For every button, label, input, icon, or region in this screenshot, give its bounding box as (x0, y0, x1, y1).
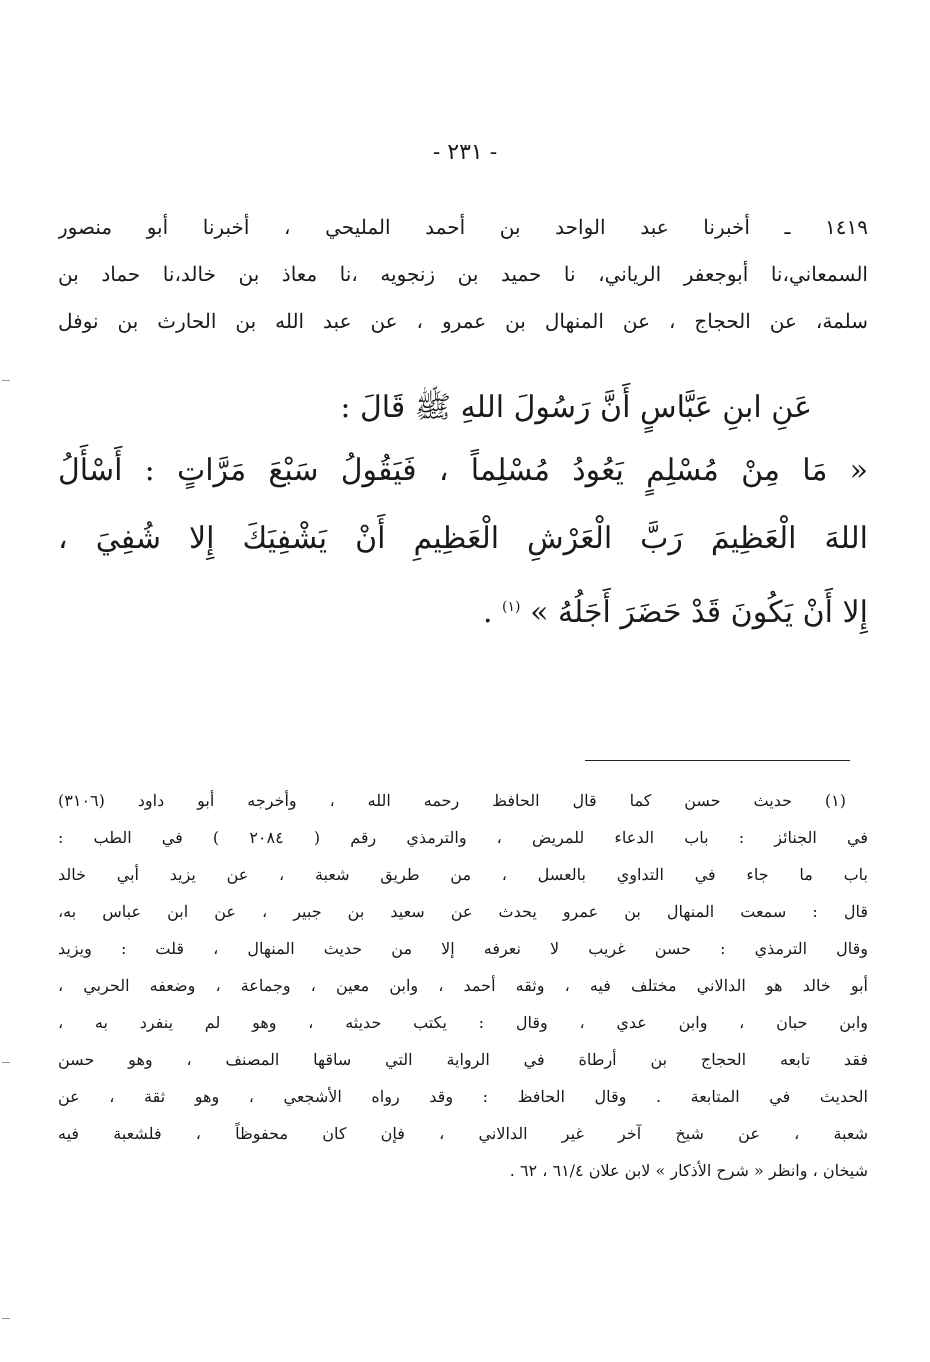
matn-line-3 (58, 573, 868, 641)
footnote-line: (١) حديث حسن كما قال الحافظ رحمه الله ، وأخرجه أبو داود (٣١٠٦) (58, 791, 846, 810)
footnote-line: وقال الترمذي : حسن غريب لا نعرفه إلا من حديث المنهال ، قلت : ويزيد (58, 939, 868, 958)
matn-end-mark: . (482, 595, 493, 630)
matn-line-1: « مَا مِنْ مُسْلِمٍ يَعُودُ مُسْلِماً ، فَيَقُولُ سَبْعَ مَرَّاتٍ : أَسْأَلُ (58, 453, 868, 488)
footnote-line: شيخان ، وانظر « شرح الأذكار » لابن علان ٦١/٤ ، ٦٢ . (509, 1161, 868, 1180)
footnote-line: شعبة ، عن شيخ آخر غير الدالاني ، فإن كان محفوظاً ، فلشعبة فيه (58, 1124, 868, 1143)
footnote-line: قال : سمعت المنهال بن عمرو يحدث عن سعيد بن جبير ، عن ابن عباس به، (58, 902, 868, 921)
footnotes (58, 782, 868, 1189)
isnad-line-1: ١٤١٩ ـ أخبرنا عبد الواحد بن أحمد المليحي ، أخبرنا أبو منصور (58, 215, 868, 239)
footnote-line: فقد تابعه الحجاج بن أرطاة في الرواية التي ساقها المصنف ، وهو حسن (58, 1050, 868, 1069)
isnad-line-3: سلمة، عن الحجاج ، عن المنهال بن عمرو ، عن عبد الله بن الحارث بن نوفل (58, 309, 868, 333)
footnote-line: الحديث في المتابعة . وقال الحافظ : وقد رواه الأشجعي ، وهو ثقة ، عن (58, 1087, 868, 1106)
page-number: - ٢٣١ - (432, 140, 498, 165)
hadith-block (58, 204, 868, 641)
footnote-line: وابن حبان ، وابن عدي ، وقال : يكتب حديثه ، وهو لم ينفرد به ، (58, 1013, 868, 1032)
footnote-line: أبو خالد هو الدالاني مختلف فيه ، وثقه أحمد ، وابن معين ، وجماعة ، وضعفه الحربي ، (58, 976, 868, 995)
footnote-marker: (١) (502, 599, 521, 615)
footnote-divider (585, 760, 850, 761)
matn-line-3-text: إِلا أَنْ يَكُونَ قَدْ حَضَرَ أَجَلُهُ » (530, 595, 868, 630)
footnote-line: في الجنائز : باب الدعاء للمريض ، والترمذي رقم ( ٢٠٨٤ ) في الطب : (58, 828, 868, 847)
matn-line-2: اللهَ الْعَظِيمَ رَبَّ الْعَرْشِ الْعَظِيمِ أَنْ يَشْفِيَكَ إِلا شُفِيَ ، (58, 521, 868, 556)
margin-mark (2, 1062, 10, 1063)
margin-mark (2, 380, 10, 381)
footnote-line: باب ما جاء في التداوي بالعسل ، من طريق شعبة ، عن يزيد أبي خالد (58, 865, 868, 884)
matn-intro: عَنِ ابنِ عَبَّاسٍ أَنَّ رَسُولَ اللهِ ﷺ قَالَ : (340, 390, 812, 425)
isnad-line-2: السمعاني،نا أبوجعفر الرياني، نا حميد بن زنجويه ،نا معاذ بن خالد،نا حماد بن (58, 262, 868, 286)
margin-mark (2, 1318, 10, 1319)
